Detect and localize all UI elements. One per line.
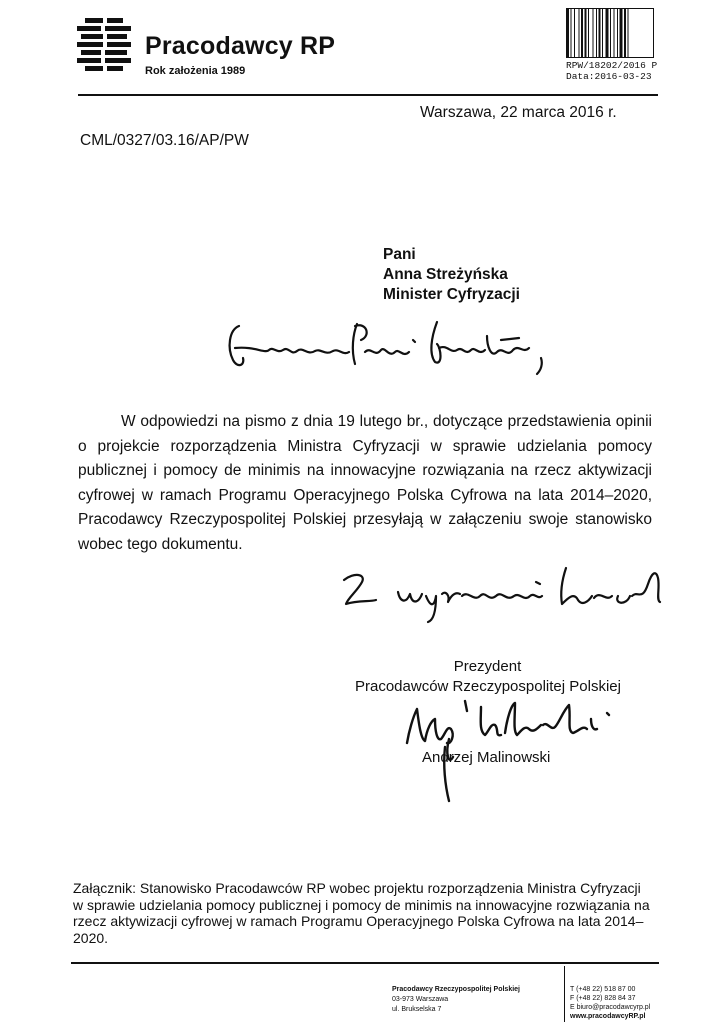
signer-title: Prezydent (453, 658, 522, 675)
footer-website: www.pracodawcyRP.pl (570, 1013, 646, 1020)
reference-number: CML/0327/03.16/AP/PW (80, 132, 249, 149)
footer-column-separator (564, 966, 565, 1022)
recipient-line: Pani (383, 246, 416, 263)
signer-name: Andrzej Malinowski (422, 749, 551, 766)
handwritten-salutation (225, 318, 555, 378)
footer-phone: T (+48 22) 518 87 00 (570, 986, 636, 993)
handwritten-closing (338, 562, 668, 624)
header-divider (78, 94, 658, 96)
letter-body: W odpowiedzi na pismo z dnia 19 lutego br., dotyczące przedstawienia opinii o projekcie rozporządzenia Ministra Cyfryzacji w sprawie udzielania pomocy publicznej i pomocy de minimis na innowacyjne rozwiązania na rzecz aktywizacji cyfrowej w ramach Programu Operacyjnego Polska Cyfrowa na lata 2014–2020, Pracodawcy Rzeczypospolitej Polskiej przesyłają w załączeniu swoje stanowisko wobec tego dokumentu. (78, 413, 652, 553)
org-tagline: Rok założenia 1989 (145, 65, 246, 77)
footer-address-line: 03-973 Warszawa (392, 996, 449, 1003)
footer-fax: F (+48 22) 828 84 37 (570, 995, 636, 1002)
barcode-icon (566, 8, 654, 58)
footer-org-name: Pracodawcy Rzeczypospolitej Polskiej (392, 986, 520, 993)
signer-organization: Pracodawców Rzeczypospolitej Polskiej (355, 678, 621, 695)
recipient-line: Anna Streżyńska (383, 266, 508, 283)
footer-address-line: ul. Brukselska 7 (392, 1006, 442, 1013)
pracodawcy-logo-icon (77, 18, 131, 76)
registry-number: RPW/18202/2016 P (566, 60, 658, 71)
footer-email: E biuro@pracodawcyrp.pl (570, 1004, 651, 1011)
place-and-date: Warszawa, 22 marca 2016 r. (420, 104, 617, 121)
org-name: Pracodawcy RP (145, 32, 336, 60)
attachment-note: Załącznik: Stanowisko Pracodawców RP wobec projektu rozporządzenia Ministra Cyfryzacji w sprawie udzielania pomocy publicznej i pomocy de minimis na innowacyjne rozwiązania na rzecz aktywizacji cyfrowej w ramach Programu Operacyjnego Polska Cyfrowa na lata 2014–2020. (73, 880, 650, 946)
registry-date: Data:2016-03-23 (566, 71, 652, 82)
recipient-line: Minister Cyfryzacji (383, 286, 520, 303)
footer-divider (71, 962, 659, 964)
